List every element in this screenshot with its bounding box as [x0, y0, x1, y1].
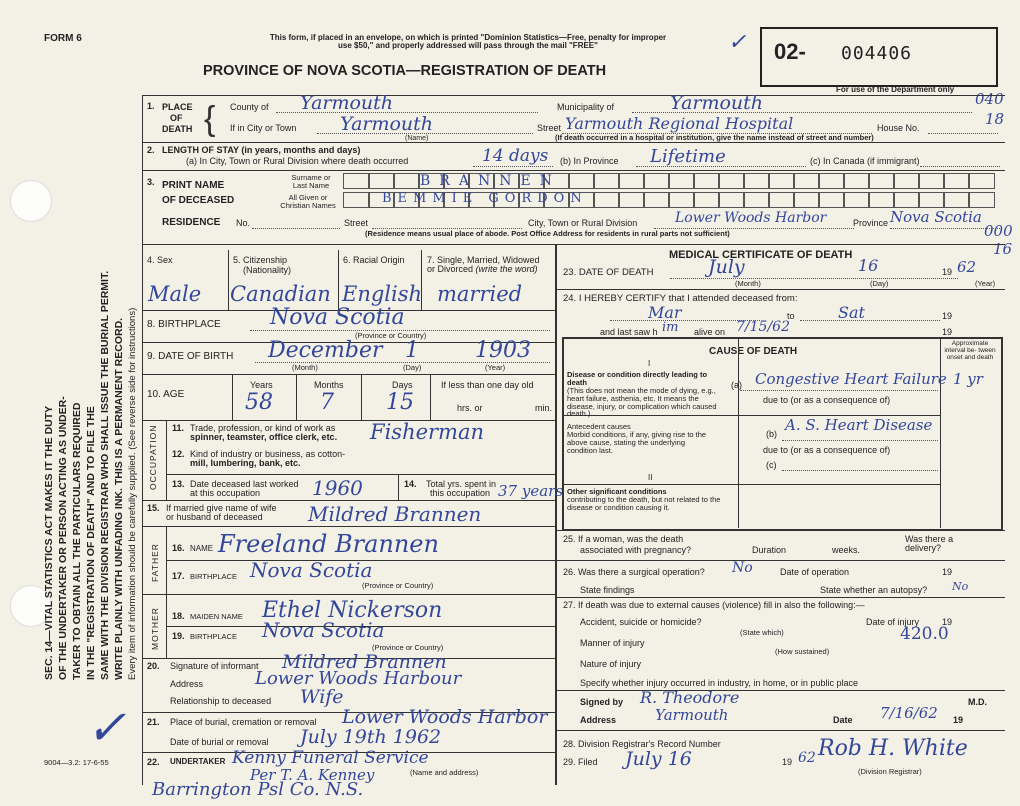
spouse-value: Mildred Brannen — [308, 502, 482, 526]
dob-day-value: 1 — [405, 338, 419, 363]
form-code: 9004—3.2: 17-6-55 — [44, 758, 109, 767]
name-letter-cell — [768, 192, 795, 208]
name-letter-cell — [368, 173, 395, 189]
age-years-value: 58 — [245, 390, 273, 415]
name-letter-cell — [843, 173, 870, 189]
attended-to-value: Sat — [838, 303, 865, 322]
name-letter-cell — [693, 173, 720, 189]
relationship-value: Wife — [300, 686, 344, 708]
name-letter-cell — [893, 173, 920, 189]
name-letter-cell — [668, 192, 695, 208]
informant-signature-value: Mildred Brannen — [282, 651, 447, 673]
municipality-value: Yarmouth — [670, 92, 764, 114]
name-letter-cell — [768, 173, 795, 189]
last-seen-date-value: 7/15/62 — [736, 319, 790, 335]
cause-a-interval-value: 1 yr — [953, 370, 983, 388]
occupation-trade-value: Fisherman — [370, 420, 485, 444]
death-month-value: July — [708, 256, 745, 278]
residence-city-value: Lower Woods Harbor — [675, 210, 827, 226]
name-letter-cell — [918, 173, 945, 189]
street-value: Yarmouth Regional Hospital — [565, 114, 794, 133]
name-letter-cell — [718, 173, 745, 189]
surname-value: BRANNEN — [420, 173, 561, 189]
dob-year-value: 1903 — [475, 338, 531, 363]
form-left-border — [142, 95, 143, 785]
name-letter-cell — [843, 192, 870, 208]
name-letter-cell — [618, 192, 645, 208]
form-number: FORM 6 — [44, 33, 82, 44]
name-letter-cell — [868, 192, 895, 208]
informant-address-value: Lower Woods Harbour — [255, 668, 462, 689]
name-letter-cell — [643, 173, 670, 189]
name-letter-cell — [343, 173, 370, 189]
burial-date-value: July 19th 1962 — [300, 726, 442, 748]
birthplace-value: Nova Scotia — [270, 305, 405, 330]
undertaker-address-value: Barrington Psl Co. N.S. — [152, 779, 364, 800]
mail-notice: This form, if placed in an envelope, on which is printed "Dominion Statistics—Free, penalty for improper use $50," and properly addressed will pass through the mail "FREE" — [269, 33, 667, 51]
name-letter-cell — [393, 173, 420, 189]
given-names-value: BEMMIE GORDON — [382, 191, 588, 206]
tick-mark: ✓ — [728, 30, 747, 55]
mother-birthplace-value: Nova Scotia — [262, 618, 385, 642]
punch-hole-top — [10, 180, 52, 222]
name-letter-cell — [793, 192, 820, 208]
physician-date-value: 7/16/62 — [880, 704, 938, 722]
name-letter-cell — [343, 192, 370, 208]
stay-city-value: 14 days — [482, 146, 549, 166]
physician-address-value: Yarmouth — [655, 706, 729, 724]
age-days-value: 15 — [386, 390, 414, 415]
dept-code-3: 000 — [984, 222, 1013, 240]
undertaker-per-value: Per T. A. Kenney — [250, 766, 375, 784]
age-months-value: 7 — [320, 390, 334, 415]
last-worked-value: 1960 — [312, 476, 363, 500]
racial-origin-value: English — [342, 282, 423, 306]
mother-name-value: Ethel Nickerson — [262, 598, 443, 623]
name-letter-cell — [943, 192, 970, 208]
name-letter-cell — [743, 192, 770, 208]
registration-number: 004406 — [841, 43, 913, 64]
stay-province-value: Lifetime — [650, 146, 726, 167]
attended-from-value: Mar — [648, 303, 682, 322]
undertaker-value: Kenny Funeral Service — [232, 748, 429, 768]
dob-month-value: December — [268, 338, 383, 363]
dept-code-4: 16 — [993, 240, 1013, 258]
years-in-occupation-value: 37 years — [498, 482, 564, 500]
injury-code-value: 420.0 — [900, 624, 949, 644]
name-letter-cell — [668, 173, 695, 189]
page-title: PROVINCE OF NOVA SCOTIA—REGISTRATION OF DEATH — [203, 63, 607, 79]
county-value: Yarmouth — [300, 92, 394, 114]
marital-status-value: married — [437, 282, 523, 306]
dept-code-2: 18 — [985, 110, 1005, 128]
name-letter-cell — [643, 192, 670, 208]
medical-title: MEDICAL CERTIFICATE OF DEATH — [669, 249, 853, 261]
name-letter-cell — [943, 173, 970, 189]
citizenship-value: Canadian — [230, 282, 331, 306]
death-day-value: 16 — [858, 256, 879, 275]
name-letter-cell — [818, 173, 845, 189]
burial-place-value: Lower Woods Harbor — [342, 706, 548, 728]
name-letter-cell — [918, 192, 945, 208]
name-letter-cell — [893, 192, 920, 208]
registrar-signature-value: Rob H. White — [818, 736, 968, 761]
name-letter-cell — [618, 173, 645, 189]
filed-date-value: July 16 — [625, 748, 692, 770]
name-letter-cell — [793, 173, 820, 189]
last-seen-pronoun-value: im — [662, 320, 679, 335]
name-letter-cell — [593, 192, 620, 208]
residence-province-value: Nova Scotia — [890, 208, 982, 226]
surgery-value: No — [732, 560, 753, 576]
dept-code-1: 040 — [975, 90, 1004, 108]
cause-a-value: Congestive Heart Failure — [755, 370, 947, 388]
sex-value: Male — [148, 282, 202, 306]
father-name-value: Freeland Brannen — [218, 530, 439, 558]
center-divider — [555, 244, 557, 785]
checkmark-icon: ✓ — [86, 700, 127, 756]
registration-number-box: 02- 004406 — [760, 27, 998, 87]
name-letter-cell — [818, 192, 845, 208]
filed-year-value: 62 — [798, 750, 816, 766]
father-birthplace-value: Nova Scotia — [250, 558, 373, 582]
name-letter-cell — [718, 192, 745, 208]
city-value: Yarmouth — [340, 113, 434, 135]
name-letter-cell — [568, 173, 595, 189]
name-letter-cell — [968, 173, 995, 189]
name-letter-cell — [968, 192, 995, 208]
department-use-label: For use of the Department only — [836, 85, 955, 94]
name-letter-cell — [868, 173, 895, 189]
autopsy-value: No — [952, 580, 969, 593]
name-letter-cell — [743, 173, 770, 189]
physician-signature-value: R. Theodore — [640, 688, 740, 707]
name-letter-cell — [593, 173, 620, 189]
cause-b-value: A. S. Heart Disease — [785, 416, 933, 434]
death-year-value: 62 — [957, 258, 977, 276]
name-letter-cell — [693, 192, 720, 208]
